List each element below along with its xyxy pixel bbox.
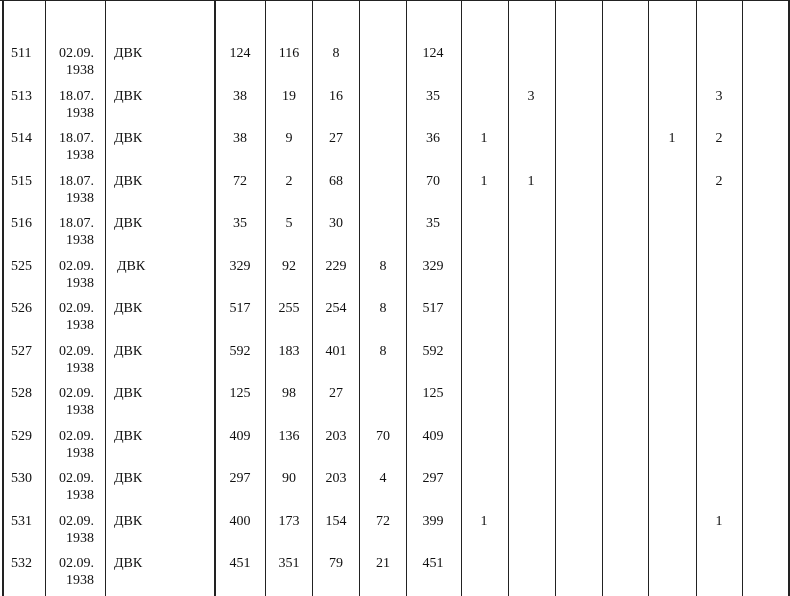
- column-divider: [265, 0, 266, 596]
- cell-c5: 183: [278, 344, 300, 359]
- cell-c8: 297: [422, 471, 444, 486]
- row-date-day: 02.09.: [59, 556, 94, 571]
- cell-c6: 8: [332, 46, 340, 61]
- cell-c5: 19: [282, 89, 296, 104]
- cell-c8: 329: [422, 259, 444, 274]
- column-divider: [648, 0, 649, 596]
- row-organ: ДВК: [114, 301, 143, 316]
- cell-c7: 72: [376, 514, 390, 529]
- row-organ: ДВК: [114, 131, 143, 146]
- row-date-day: 02.09.: [59, 386, 94, 401]
- cell-c14: 2: [715, 131, 723, 146]
- row-number: 513: [11, 89, 32, 104]
- row-number: 527: [11, 344, 32, 359]
- cell-c5: 9: [285, 131, 293, 146]
- cell-c5: 92: [282, 259, 296, 274]
- cell-c5: 173: [278, 514, 300, 529]
- cell-c4: 125: [229, 386, 251, 401]
- cell-c5: 90: [282, 471, 296, 486]
- row-number: 531: [11, 514, 32, 529]
- cell-c5: 116: [278, 46, 300, 61]
- cell-c4: 38: [233, 131, 247, 146]
- cell-c8: 124: [422, 46, 444, 61]
- row-number: 528: [11, 386, 32, 401]
- cell-c6: 79: [329, 556, 343, 571]
- row-organ: ДВК: [114, 344, 143, 359]
- cell-c6: 27: [329, 131, 343, 146]
- cell-c10: 3: [527, 89, 535, 104]
- cell-c4: 297: [229, 471, 251, 486]
- cell-c7: 8: [379, 344, 387, 359]
- row-date-year: 1938: [66, 531, 94, 546]
- cell-c14: 3: [715, 89, 723, 104]
- cell-c7: 70: [376, 429, 390, 444]
- column-divider: [105, 0, 106, 596]
- cell-c4: 329: [229, 259, 251, 274]
- row-date-year: 1938: [66, 63, 94, 78]
- row-date-day: 02.09.: [59, 429, 94, 444]
- row-organ: ДВК: [114, 46, 143, 61]
- row-date-year: 1938: [66, 573, 94, 588]
- row-date-year: 1938: [66, 361, 94, 376]
- table-top-border: [0, 0, 790, 1]
- row-date-year: 1938: [66, 276, 94, 291]
- row-organ: ДВК: [114, 174, 143, 189]
- cell-c8: 592: [422, 344, 444, 359]
- cell-c6: 27: [329, 386, 343, 401]
- cell-c8: 36: [426, 131, 440, 146]
- cell-c8: 399: [422, 514, 444, 529]
- row-number: 515: [11, 174, 32, 189]
- row-date-year: 1938: [66, 106, 94, 121]
- cell-c6: 16: [329, 89, 343, 104]
- row-date-day: 02.09.: [59, 471, 94, 486]
- row-date-day: 18.07.: [59, 89, 94, 104]
- row-date-day: 18.07.: [59, 131, 94, 146]
- cell-c6: 154: [325, 514, 347, 529]
- cell-c8: 70: [426, 174, 440, 189]
- row-number: 532: [11, 556, 32, 571]
- cell-c8: 451: [422, 556, 444, 571]
- cell-c9: 1: [480, 131, 488, 146]
- cell-c9: 1: [480, 174, 488, 189]
- row-organ: ДВК: [114, 471, 143, 486]
- column-divider: [602, 0, 603, 596]
- cell-c4: 35: [233, 216, 247, 231]
- cell-c10: 1: [527, 174, 535, 189]
- cell-c8: 35: [426, 89, 440, 104]
- row-organ: ДВК: [114, 556, 143, 571]
- row-number: 516: [11, 216, 32, 231]
- column-divider: [2, 0, 4, 596]
- row-date-day: 02.09.: [59, 301, 94, 316]
- cell-c14: 1: [715, 514, 723, 529]
- row-date-day: 02.09.: [59, 344, 94, 359]
- row-organ: ДВК: [114, 216, 143, 231]
- row-date-year: 1938: [66, 488, 94, 503]
- row-date-year: 1938: [66, 318, 94, 333]
- cell-c8: 35: [426, 216, 440, 231]
- column-divider: [312, 0, 313, 596]
- cell-c4: 38: [233, 89, 247, 104]
- row-date-day: 18.07.: [59, 174, 94, 189]
- cell-c13: 1: [668, 131, 676, 146]
- cell-c4: 400: [229, 514, 251, 529]
- column-divider: [214, 0, 216, 596]
- cell-c8: 409: [422, 429, 444, 444]
- cell-c5: 2: [285, 174, 293, 189]
- row-date-year: 1938: [66, 446, 94, 461]
- cell-c8: 517: [422, 301, 444, 316]
- cell-c5: 136: [278, 429, 300, 444]
- row-organ: ДВК: [114, 429, 143, 444]
- row-number: 511: [11, 46, 32, 61]
- cell-c4: 72: [233, 174, 247, 189]
- cell-c7: 8: [379, 301, 387, 316]
- cell-c4: 517: [229, 301, 251, 316]
- column-divider: [742, 0, 743, 596]
- row-number: 514: [11, 131, 32, 146]
- column-divider: [461, 0, 462, 596]
- cell-c5: 98: [282, 386, 296, 401]
- row-date-year: 1938: [66, 403, 94, 418]
- row-date-day: 02.09.: [59, 259, 94, 274]
- cell-c5: 5: [285, 216, 293, 231]
- row-number: 525: [11, 259, 32, 274]
- row-number: 529: [11, 429, 32, 444]
- cell-c6: 30: [329, 216, 343, 231]
- column-divider: [45, 0, 46, 596]
- column-divider: [406, 0, 407, 596]
- cell-c5: 351: [278, 556, 300, 571]
- cell-c8: 125: [422, 386, 444, 401]
- cell-c4: 409: [229, 429, 251, 444]
- row-number: 526: [11, 301, 32, 316]
- cell-c6: 68: [329, 174, 343, 189]
- cell-c6: 203: [325, 429, 347, 444]
- cell-c4: 451: [229, 556, 251, 571]
- cell-c4: 124: [229, 46, 251, 61]
- row-date-day: 18.07.: [59, 216, 94, 231]
- cell-c5: 255: [278, 301, 300, 316]
- row-date-year: 1938: [66, 191, 94, 206]
- cell-c7: 8: [379, 259, 387, 274]
- row-date-year: 1938: [66, 233, 94, 248]
- column-divider: [555, 0, 556, 596]
- row-organ: ДВК: [114, 386, 143, 401]
- row-organ: ДВК: [114, 89, 143, 104]
- cell-c6: 203: [325, 471, 347, 486]
- row-date-year: 1938: [66, 148, 94, 163]
- column-divider: [359, 0, 360, 596]
- row-date-day: 02.09.: [59, 514, 94, 529]
- cell-c6: 254: [325, 301, 347, 316]
- cell-c7: 21: [376, 556, 390, 571]
- cell-c6: 229: [325, 259, 347, 274]
- row-number: 530: [11, 471, 32, 486]
- cell-c6: 401: [325, 344, 347, 359]
- row-organ: ДВК: [114, 514, 143, 529]
- cell-c9: 1: [480, 514, 488, 529]
- cell-c7: 4: [379, 471, 387, 486]
- cell-c4: 592: [229, 344, 251, 359]
- row-organ: ДВК: [117, 259, 146, 274]
- row-date-day: 02.09.: [59, 46, 94, 61]
- cell-c14: 2: [715, 174, 723, 189]
